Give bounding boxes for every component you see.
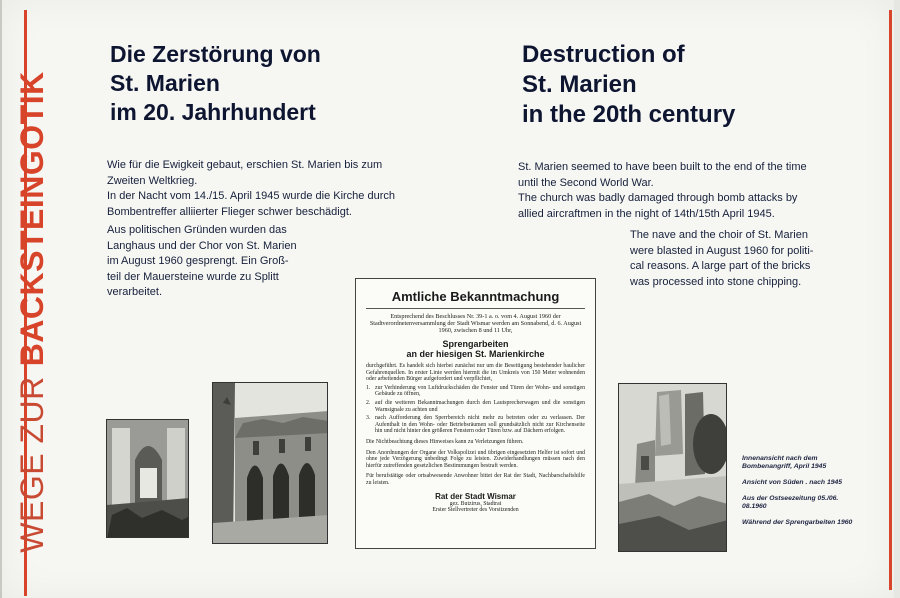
german-text-line: Langhaus und der Chor von St. Marien xyxy=(107,239,297,252)
notice-divider xyxy=(366,308,585,309)
notice-body-2: Den Anordnungen der Organe der Volkspolizei und übrigen eingesetzten Helfer ist sofort und ohne jede Verzögerung unbedingt Folge zu leisten. Zuwiderhandlungen müssen nach den hierfür zutreffenden gesetzlichen Bestimmungen bestraft werden. xyxy=(366,449,585,469)
german-text-line: Bombentreffer alliierter Flieger schwer beschädigt. xyxy=(107,205,352,218)
english-text-line: were blasted in August 1960 for politi- xyxy=(630,244,814,257)
english-text-line: St. Marien seemed to have been built to the end of the time xyxy=(518,161,807,173)
german-text-line: Zweiten Weltkrieg. xyxy=(107,174,198,187)
english-text-line: was processed into stone chipping. xyxy=(630,275,802,288)
photo-demolition-1960 xyxy=(618,383,727,552)
english-text-line: The church was badly damaged through bomb attacks by xyxy=(518,192,798,204)
notice-item-text: auf die weiteren Bekanntmachungen durch den Lautsprecherwagen und die sonstigen Warnsignale zu achten und xyxy=(375,399,585,413)
german-title-line: im 20. Jahrhundert xyxy=(110,99,316,125)
notice-item-text: nach Aufforderung den Sperrbereich nicht mehr zu betreten oder zu verlassen. Der Aufenthalt in den Wohn- oder Betriebsräumen soll grundsätzlich nicht zur Kirchenseite hin und nicht hinter den größeren Fenstern oder Türen bzw. auf Dächern erfolgen. xyxy=(375,415,585,435)
english-text-upper xyxy=(518,160,848,222)
english-text-line: until the Second World War. xyxy=(518,176,654,189)
german-text-line: im August 1960 gesprengt. Ein Groß- xyxy=(107,255,289,267)
german-text-lower xyxy=(107,223,322,301)
english-text-line: allied aircraftmen in the night of 14th/15th April 1945. xyxy=(518,207,775,220)
notice-heading-line: an der hiesigen St. Marienkirche xyxy=(406,349,545,359)
notice-item-number: 3. xyxy=(366,415,371,422)
english-text-line: The nave and the choir of St. Marien xyxy=(630,229,808,241)
notice-body-3: Für berufstätige oder ortsabwesende Anwohner bittet der Rat der Stadt, Nachbarschaftshilfe zu leisten. xyxy=(366,473,585,486)
german-text-line: Wie für die Ewigkeit gebaut, erschien St. Marien bis zum xyxy=(107,159,383,171)
notice-item xyxy=(366,385,585,398)
german-title-line: St. Marien xyxy=(110,70,220,96)
photo-interior-drawing xyxy=(107,420,189,538)
caption-newspaper: Aus der Ostseezeitung 05./06. 08.1960 xyxy=(742,495,839,510)
german-text-line: In der Nacht vom 14./15. April 1945 wurde die Kirche durch xyxy=(107,190,395,202)
german-text-line: Aus politischen Gründen wurden das xyxy=(107,224,287,236)
german-title xyxy=(110,40,410,127)
series-title-vertical xyxy=(10,22,54,598)
notice-warning: Die Nichtbeachtung dieses Hinweises kann zu Verletzungen führen. xyxy=(366,438,524,445)
notice-item-number: 1. xyxy=(366,384,371,391)
german-text-line: teil der Mauersteine wurde zu Splitt xyxy=(107,270,279,283)
notice-heading-line: Sprengarbeiten xyxy=(442,339,509,349)
german-title-line: Die Zerstörung von xyxy=(110,41,321,67)
caption-south-view: Ansicht von Süden . nach 1945 xyxy=(742,479,843,486)
caption-demolition: Während der Sprengarbeiten 1960 xyxy=(742,519,853,526)
photo-demolition-drawing xyxy=(619,384,727,552)
english-title-line: St. Marien xyxy=(522,71,637,98)
notice-item-text: zur Verhinderung von Luftdruckschäden die Fenster und Türen der Wohn- und sonstigen Gebäude zu öffnen, xyxy=(375,384,585,398)
notice-intro: Entsprechend des Beschlusses Nr. 39-1 a. o. vom 4. August 1960 der Stadtverordnetenversammlung der Stadt Wismar werden am Sonnabend, d. 6. August 1960, zwischen 8 und 11 Uhr, xyxy=(369,313,582,334)
german-text-line: verarbeitet. xyxy=(107,286,163,298)
notice-signatory-role: Erster Stellvertreter des Vorsitzenden xyxy=(432,507,519,514)
notice-item xyxy=(366,415,585,435)
english-text-line: cal reasons. A large part of the bricks xyxy=(630,260,811,272)
photo-captions xyxy=(742,455,862,535)
notice-signature: Rat der Stadt Wismar xyxy=(435,491,516,501)
notice-body: durchgeführt. Es handelt sich hierbei zunächst nur um die Beseitigung bestehender baulicher Gefahrenquellen. In erster Linie werden hiermit die im Umkreis von 150 Meter wohnenden oder arbeitenden Bürger aufgefordert und verpflichtet, xyxy=(366,363,585,383)
red-rule-right xyxy=(889,10,892,590)
series-title-thin: WEGE ZUR xyxy=(13,376,50,553)
notice-heading xyxy=(366,339,585,359)
english-title xyxy=(522,40,822,130)
caption-interior: Innenansicht nach dem Bombenangriff, April 1945 xyxy=(742,455,827,470)
english-text-lower xyxy=(630,228,850,290)
notice-item xyxy=(366,400,585,413)
english-title-line: in the 20th century xyxy=(522,101,736,128)
notice-title: Amtliche Bekanntmachung xyxy=(391,289,560,304)
notice-signatory: gez. Butzirus, Stadtrat xyxy=(449,500,502,507)
photo-ruins-drawing xyxy=(213,383,328,544)
english-title-line: Destruction of xyxy=(522,41,685,68)
photo-south-view xyxy=(212,382,328,544)
german-text-upper xyxy=(107,158,447,220)
notice-item-number: 2. xyxy=(366,399,371,406)
photo-interior-1945 xyxy=(106,419,189,538)
official-notice-clipping xyxy=(355,278,596,549)
series-title-bold: BACKSTEINGOTIK xyxy=(13,71,50,367)
